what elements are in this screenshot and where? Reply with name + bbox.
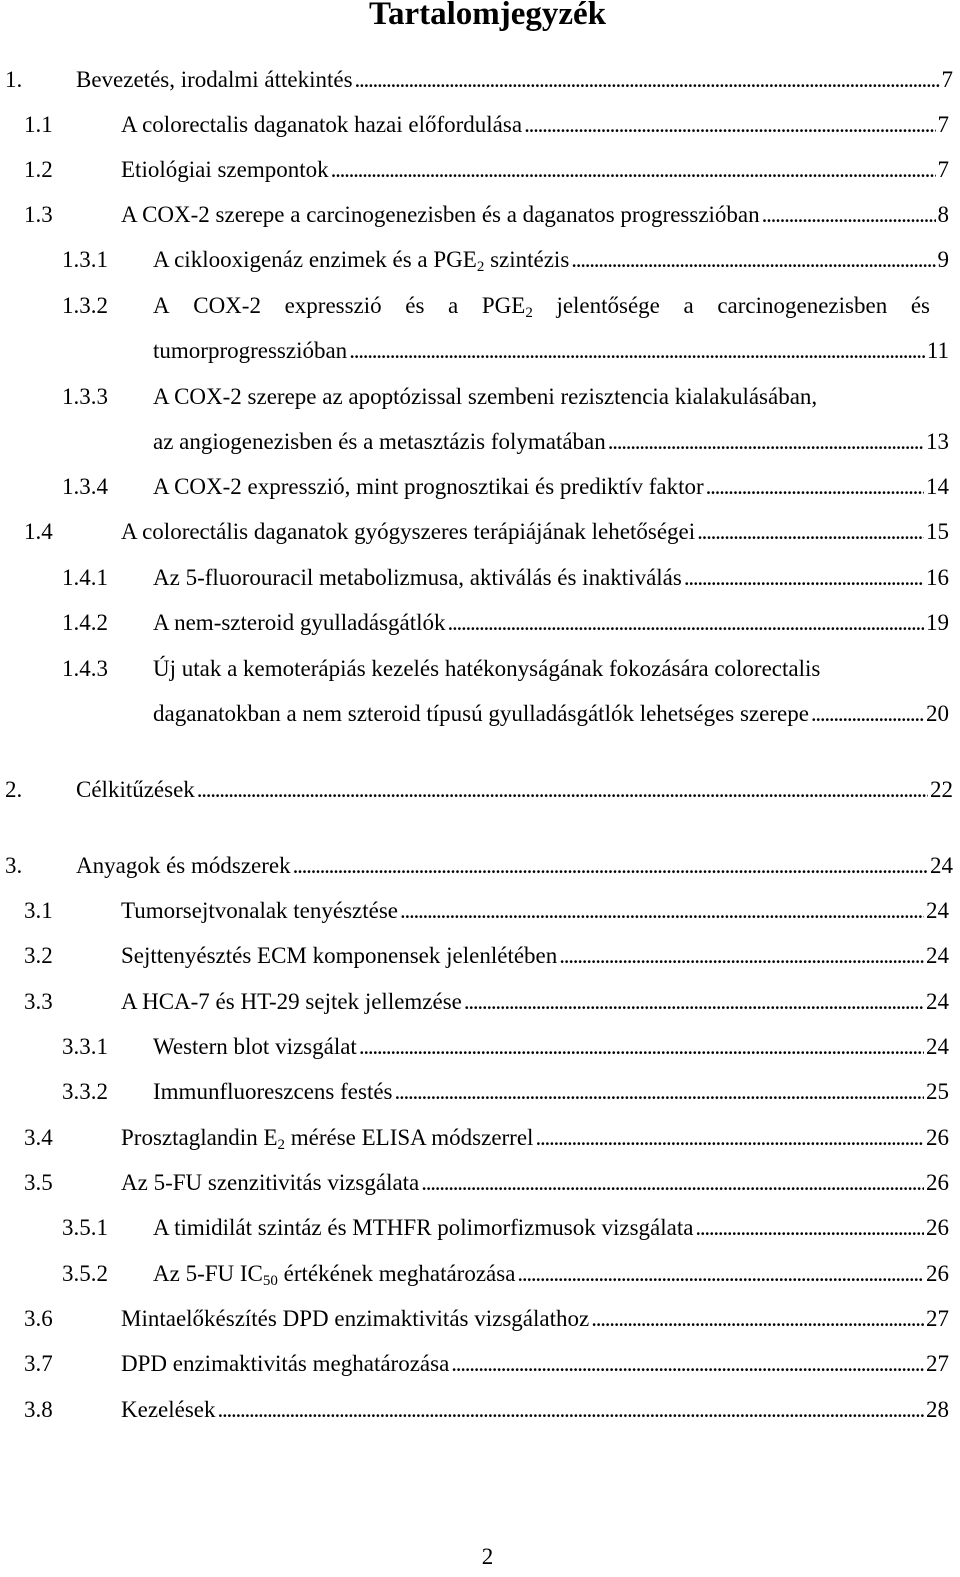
toc-leader	[684, 564, 924, 592]
toc-line	[153, 1214, 949, 1242]
toc-number: 1.3.3	[62, 384, 108, 409]
toc-entry[interactable]	[0, 518, 960, 563]
toc-word: a	[683, 293, 694, 318]
toc-line	[121, 518, 949, 546]
toc-page: 25	[926, 1079, 949, 1104]
toc-title-part: értékének meghatározása	[277, 1261, 516, 1286]
toc-page: 28	[926, 1397, 949, 1422]
toc-page: 26	[926, 1261, 949, 1286]
toc-number: 3.5.1	[62, 1215, 108, 1240]
toc-number: 1.4.2	[62, 610, 108, 635]
toc-title: Tumorsejtvonalak tenyésztése	[121, 898, 399, 923]
toc-entry[interactable]	[0, 776, 960, 821]
toc-line	[153, 1078, 949, 1106]
toc-number: 1.2	[24, 157, 53, 182]
toc-number: 3.8	[24, 1397, 53, 1422]
toc-leader	[762, 201, 936, 229]
toc-title: A COX-2 expresszió, mint prognosztikai és prediktív faktor	[153, 474, 704, 499]
toc-title: A COX-2 szerepe a carcinogenezisben és a daganatos progresszióban	[121, 202, 760, 227]
toc-number: 3.3	[24, 989, 53, 1014]
toc-page: 15	[926, 519, 949, 544]
toc-leader	[524, 111, 935, 139]
toc-title: A nem-szteroid gyulladásgátlók	[153, 610, 446, 635]
toc-line	[153, 473, 949, 501]
toc-page: 7	[937, 157, 949, 182]
toc-number: 2.	[5, 777, 23, 802]
toc-leader	[695, 1214, 924, 1242]
toc-line	[121, 1124, 949, 1152]
toc-title: A HCA-7 és HT-29 sejtek jellemzése	[121, 989, 462, 1014]
toc-title: Sejttenyésztés ECM komponensek jelenlétében	[121, 943, 558, 968]
toc-leader	[559, 942, 924, 970]
toc-entry[interactable]	[0, 897, 960, 942]
toc-line	[153, 1260, 949, 1288]
subscript: 2	[277, 1137, 285, 1152]
toc-title: Bevezetés, irodalmi áttekintés	[76, 67, 353, 92]
toc-line	[153, 337, 949, 365]
toc-line	[121, 988, 949, 1016]
toc-leader	[608, 428, 924, 456]
toc-number: 1.4.1	[62, 565, 108, 590]
toc-number: 1.3	[24, 202, 53, 227]
toc-leader	[359, 1033, 924, 1061]
toc-leader	[535, 1124, 924, 1152]
toc-entry[interactable]	[0, 292, 960, 382]
toc-line	[76, 66, 953, 94]
toc-word: és	[405, 293, 425, 318]
toc-title: Etiológiai szempontok	[121, 157, 329, 182]
toc-leader	[464, 988, 924, 1016]
toc-title: Western blot vizsgálat	[153, 1034, 357, 1059]
toc-title	[153, 1260, 515, 1288]
toc-entry[interactable]	[0, 1033, 960, 1078]
toc-title: tumorprogresszióban	[153, 338, 348, 363]
toc-title-part: mérése ELISA módszerrel	[285, 1125, 534, 1150]
toc-title: Kezelések	[121, 1397, 216, 1422]
toc-entry[interactable]	[0, 852, 960, 897]
toc-entry[interactable]	[0, 473, 960, 518]
toc-number: 3.4	[24, 1125, 53, 1150]
toc-title: A colorectalis daganatok hazai előfordulása	[121, 112, 523, 137]
toc-leader	[218, 1396, 925, 1424]
toc-number: 3.2	[24, 943, 53, 968]
toc-page: 24	[926, 1034, 949, 1059]
toc-entry[interactable]	[0, 201, 960, 246]
toc-page: 19	[926, 610, 949, 635]
toc-entry[interactable]	[0, 609, 960, 654]
toc-entry[interactable]	[0, 1396, 960, 1441]
toc-word: jelentősége	[556, 293, 660, 318]
toc-line	[121, 897, 949, 925]
toc-leader	[197, 776, 928, 804]
toc-entry[interactable]	[0, 1124, 960, 1169]
toc-leader	[349, 337, 925, 365]
toc-title-part: A ciklooxigenáz enzimek és a PGE	[153, 247, 477, 272]
toc-title: DPD enzimaktivitás meghatározása	[121, 1351, 450, 1376]
toc-title: Célkitűzések	[76, 777, 195, 802]
toc-word	[482, 292, 533, 320]
toc-entry[interactable]	[0, 1078, 960, 1123]
toc-number: 3.6	[24, 1306, 53, 1331]
toc-title: A timidilát szintáz és MTHFR polimorfizmusok vizsgálata	[153, 1215, 694, 1240]
toc-entry[interactable]	[0, 655, 960, 745]
subscript: 50	[262, 1273, 278, 1288]
toc-leader	[395, 1078, 924, 1106]
toc-number: 1.4	[24, 519, 53, 544]
toc-line	[76, 776, 953, 804]
toc-page: 16	[926, 565, 949, 590]
toc-leader	[811, 700, 924, 728]
toc-leader	[571, 246, 935, 274]
toc-page: 9	[937, 247, 949, 272]
toc-page: 24	[930, 853, 953, 878]
toc-line	[153, 564, 949, 592]
toc-number: 3.3.1	[62, 1034, 108, 1059]
toc-title	[153, 246, 569, 274]
toc-page: 27	[926, 1306, 949, 1331]
toc-word: A	[153, 293, 170, 318]
toc-leader	[448, 609, 924, 637]
toc-line	[121, 1350, 949, 1378]
toc-page: 26	[926, 1170, 949, 1195]
toc-entry[interactable]	[0, 156, 960, 201]
toc-page: 13	[926, 429, 949, 454]
toc-line-justified	[153, 292, 930, 320]
toc-title: daganatokban a nem szteroid típusú gyulladásgátlók lehetséges szerepe	[153, 701, 809, 726]
page-title: Tartalomjegyzék	[368, 0, 607, 32]
toc-title-part: Az 5-FU IC	[153, 1261, 263, 1286]
toc-word: expresszió	[284, 293, 382, 318]
toc-line	[153, 1033, 949, 1061]
toc-page: 22	[930, 777, 953, 802]
toc-word: COX-2	[193, 293, 261, 318]
toc-number: 1.3.2	[62, 293, 108, 318]
toc-number: 1.3.4	[62, 474, 108, 499]
toc-entry[interactable]	[0, 1350, 960, 1395]
toc-page: 24	[926, 898, 949, 923]
toc-leader	[421, 1169, 924, 1197]
toc-line	[121, 1396, 949, 1424]
toc-line	[153, 246, 949, 274]
toc-leader	[706, 473, 924, 501]
toc-line	[121, 156, 949, 184]
toc-leader	[331, 156, 936, 184]
toc-page: 11	[926, 338, 949, 363]
toc-title: az angiogenezisben és a metasztázis folymatában	[153, 429, 606, 454]
toc-leader	[293, 852, 928, 880]
toc-line	[121, 1169, 949, 1197]
toc-page: 27	[926, 1351, 949, 1376]
toc-title-part: szintézis	[484, 247, 570, 272]
toc-leader	[451, 1350, 924, 1378]
toc-leader	[697, 518, 924, 546]
toc-title: Az 5-FU szenzitivitás vizsgálata	[121, 1170, 420, 1195]
toc-entry[interactable]	[0, 1214, 960, 1259]
toc-title: Az 5-fluorouracil metabolizmusa, aktiválás és inaktiválás	[153, 565, 682, 590]
toc-number: 1.4.3	[62, 656, 108, 681]
toc-line	[121, 111, 949, 139]
toc-line	[121, 1305, 949, 1333]
toc-entry[interactable]	[0, 1305, 960, 1350]
toc-line	[153, 609, 949, 637]
toc-number: 3.7	[24, 1351, 53, 1376]
toc-title-line1: A COX-2 szerepe az apoptózissal szembeni rezisztencia kialakulásában,	[153, 384, 818, 409]
toc-title	[121, 1124, 533, 1152]
toc-leader	[400, 897, 924, 925]
toc-page: 7	[937, 112, 949, 137]
toc-entry[interactable]	[0, 246, 960, 291]
toc-page: 14	[926, 474, 949, 499]
toc-title: A colorectális daganatok gyógyszeres terápiájának lehetőségei	[121, 519, 696, 544]
toc-number: 1.1	[24, 112, 53, 137]
toc-title: Anyagok és módszerek	[76, 853, 291, 878]
toc-entry[interactable]	[0, 383, 960, 473]
toc-title: Immunfluoreszcens festés	[153, 1079, 393, 1104]
toc-number: 1.3.1	[62, 247, 108, 272]
toc-leader	[591, 1305, 924, 1333]
toc-page: 7	[941, 67, 953, 92]
toc-page: 26	[926, 1125, 949, 1150]
toc-number: 3.3.2	[62, 1079, 108, 1104]
toc-number: 3.1	[24, 898, 53, 923]
toc-number: 1.	[5, 67, 23, 92]
toc-number: 3.	[5, 853, 23, 878]
page-number: 2	[481, 1544, 494, 1569]
toc-word: carcinogenezisben	[717, 293, 888, 318]
toc-word: a	[448, 293, 459, 318]
toc-entry[interactable]	[0, 942, 960, 987]
toc-line	[76, 852, 953, 880]
toc-number: 3.5	[24, 1170, 53, 1195]
toc-line	[153, 700, 949, 728]
toc-entry[interactable]	[0, 66, 960, 111]
toc-page: 20	[926, 701, 949, 726]
toc-page: 24	[926, 989, 949, 1014]
subscript: 2	[476, 259, 485, 274]
toc-number: 3.5.2	[62, 1261, 108, 1286]
toc-entry[interactable]	[0, 988, 960, 1033]
toc-line	[121, 942, 949, 970]
toc-entry[interactable]	[0, 1260, 960, 1305]
toc-page: 24	[926, 943, 949, 968]
toc-line	[153, 428, 949, 456]
toc-word-part: PGE	[481, 293, 526, 318]
toc-title-part: Prosztaglandin E	[121, 1125, 278, 1150]
toc-entry[interactable]	[0, 564, 960, 609]
toc-leader	[517, 1260, 924, 1288]
toc-page: 8	[937, 202, 949, 227]
toc-line	[121, 201, 949, 229]
toc-word: és	[910, 293, 930, 318]
toc-title-line1: Új utak a kemoterápiás kezelés hatékonyságának fokozására colorectalis	[153, 656, 821, 681]
subscript: 2	[525, 305, 533, 321]
toc-leader	[355, 66, 940, 94]
toc-entry[interactable]	[0, 1169, 960, 1214]
toc-entry[interactable]	[0, 111, 960, 156]
toc-title: Mintaelőkészítés DPD enzimaktivitás vizsgálathoz	[121, 1306, 590, 1331]
toc-page: 26	[926, 1215, 949, 1240]
